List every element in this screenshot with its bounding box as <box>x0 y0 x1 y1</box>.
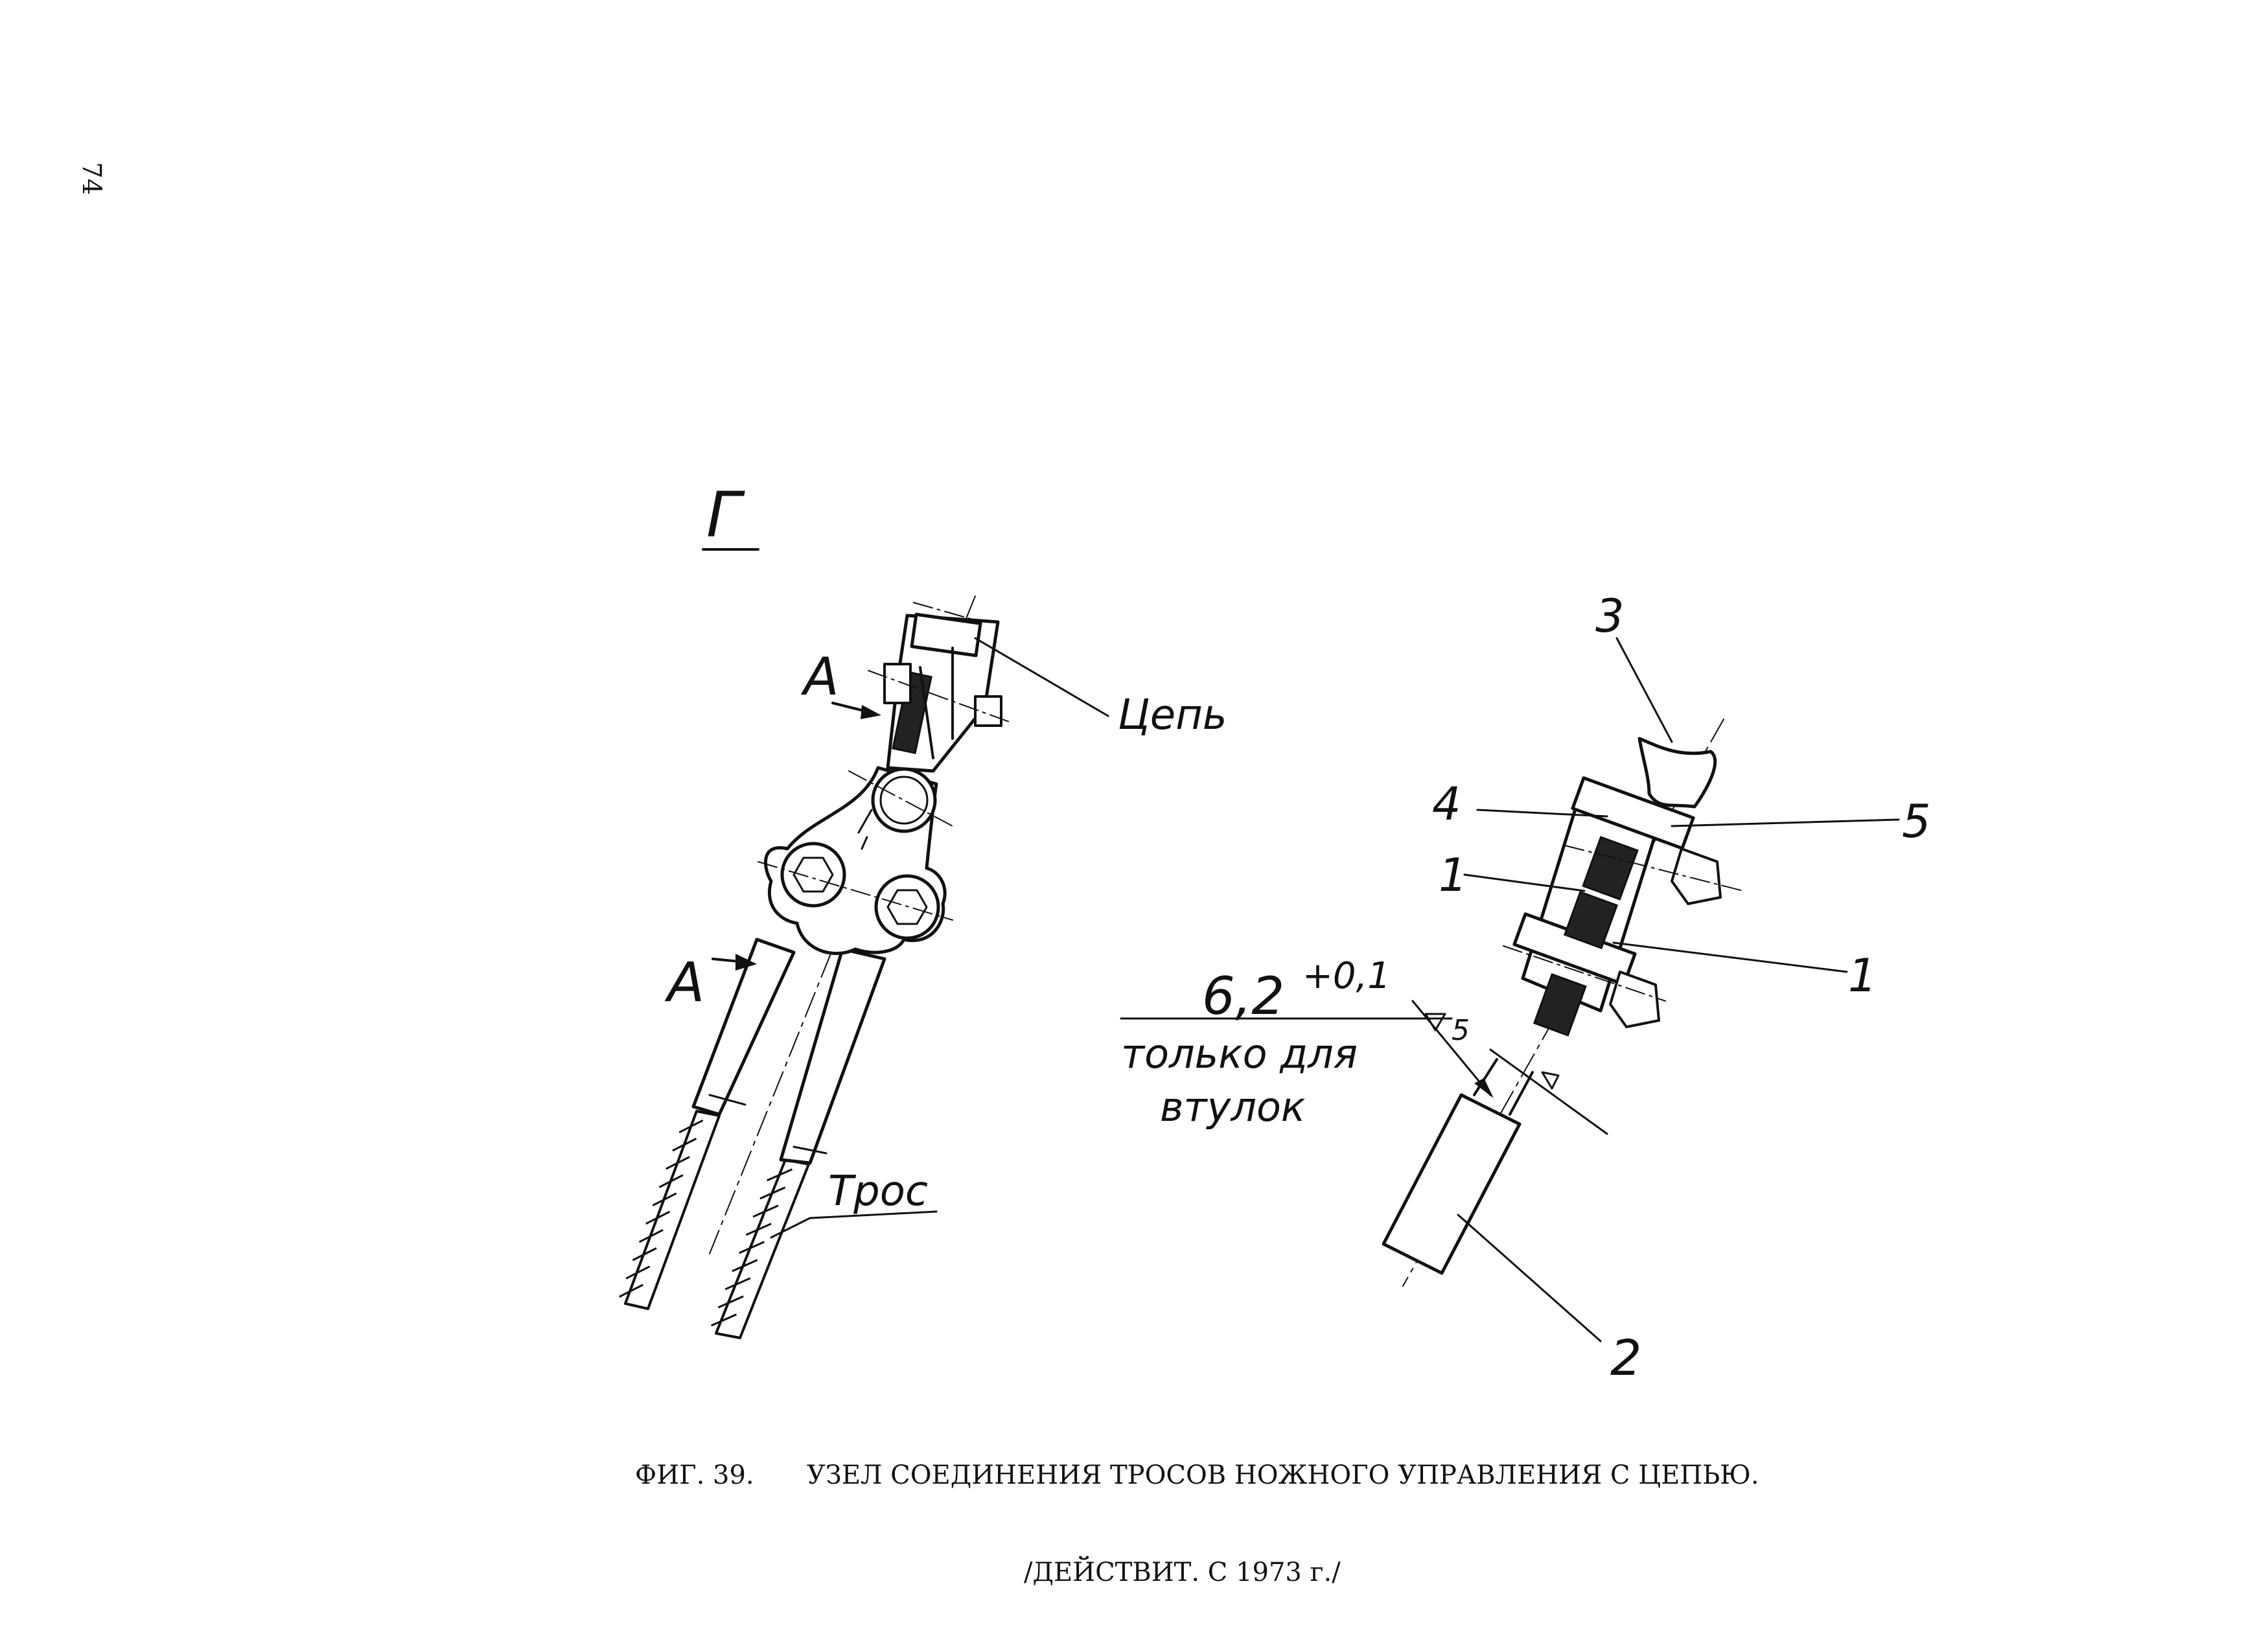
fork-cotter <box>975 696 1001 726</box>
left-assembly <box>619 596 1227 1338</box>
dimension-value: 6,2 <box>1202 966 1285 1026</box>
chain-pin <box>912 614 980 655</box>
nut-lower-right <box>1610 972 1659 1027</box>
dimension-note-line2: втулок <box>1160 1083 1306 1131</box>
plate-bolt-left <box>782 844 844 906</box>
cable-leader <box>771 1212 936 1237</box>
view-a-top-label: А <box>804 647 839 707</box>
leader-1b <box>1614 943 1847 972</box>
horn <box>1639 739 1715 807</box>
view-label: Г <box>706 479 741 551</box>
leader-5 <box>1672 820 1899 826</box>
surface-mark: 5 <box>1452 1014 1470 1047</box>
callout-1b: 1 <box>1848 949 1877 1002</box>
page-number: 74 <box>76 162 106 195</box>
right-assembly <box>1121 590 1931 1387</box>
callout-4: 4 <box>1432 777 1461 831</box>
nut-upper-right <box>1672 849 1720 904</box>
caption-prefix: ФИГ. 39. <box>635 1460 754 1490</box>
cable-right <box>712 1160 809 1338</box>
dimension-note-line1: только для <box>1121 1030 1358 1077</box>
cable-left <box>619 1111 719 1309</box>
surface-finish-symbol <box>1542 1072 1558 1088</box>
leader-2 <box>1458 1215 1601 1341</box>
cable-label: Трос <box>828 1168 929 1215</box>
callout-5: 5 <box>1902 795 1931 848</box>
rod <box>1383 1095 1520 1273</box>
chain-label: Цепь <box>1118 691 1227 739</box>
callout-2: 2 <box>1610 1329 1642 1387</box>
callout-1a: 1 <box>1439 849 1468 902</box>
callout-3: 3 <box>1595 590 1625 643</box>
view-a-left-label: А <box>667 950 705 1014</box>
view-a-top-arrow <box>861 705 881 719</box>
fork-nut <box>885 664 910 703</box>
plate-bolt-upper <box>873 769 935 831</box>
ferrule-right <box>781 949 885 1163</box>
caption-validity: /ДЕЙСТВИТ. С 1973 г./ <box>1024 1558 1341 1587</box>
caption-title: УЗЕЛ СОЕДИНЕНИЯ ТРОСОВ НОЖНОГО УПРАВЛЕНИЯ С ЦЕПЬЮ. <box>807 1460 1759 1490</box>
leader-3 <box>1617 638 1672 742</box>
dimension-tolerance: +0,1 <box>1302 955 1391 997</box>
